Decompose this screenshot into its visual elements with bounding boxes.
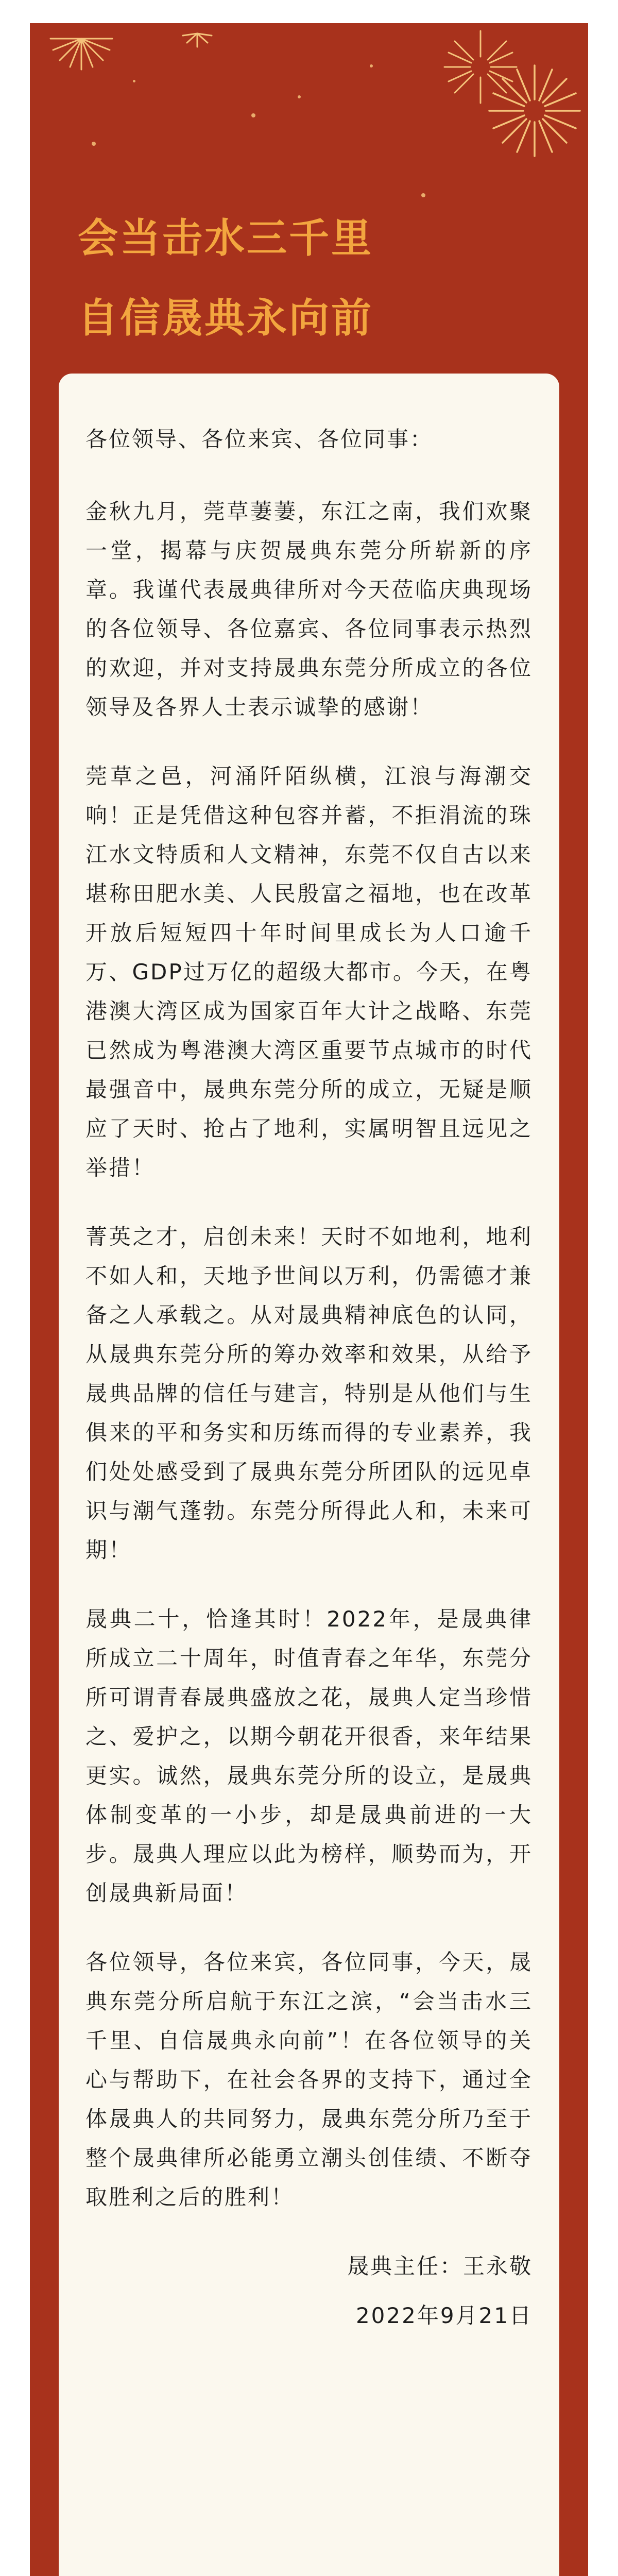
letter-paragraph: 金秋九月，莞草萋萋，东江之南，我们欢聚一堂，揭幕与庆贺晟典东莞分所崭新的序章。我谨代表晟典律所对今天莅临庆典现场的各位领导、各位嘉宾、各位同事表示热烈的欢迎，并对支持晟典东莞分所成立的各位领导及各界人士表示诚挚的感谢！ bbox=[85, 499, 533, 720]
firework-burst-icon bbox=[35, 23, 128, 75]
letter-card bbox=[59, 374, 559, 2576]
letter-paragraph: 各位领导，各位来宾，各位同事，今天，晟典东莞分所启航于东江之滨，“会当击水三千里、自信晟典永向前”！在各位领导的关心与帮助下，在社会各界的支持下，通过全体晟典人的共同努力，晟典东莞分所乃至于整个晟典律所必能勇立潮头创佳绩、不断夺取胜利之后的胜利！ bbox=[85, 1950, 533, 2210]
sparkle-dot-icon bbox=[370, 64, 373, 67]
letter-greeting: 各位领导、各位来宾、各位同事： bbox=[85, 427, 434, 452]
firework-burst-icon bbox=[174, 23, 220, 49]
title-line-2: 自信晟典永向前 bbox=[77, 295, 373, 342]
sparkle-dot-icon bbox=[298, 95, 301, 98]
letter-paragraph: 晟典二十，恰逢其时！2022年，是晟典律所成立二十周年，时值青春之年华，东莞分所可谓青春晟典盛放之花，晟典人定当珍惜之、爱护之，以期今朝花开很香，来年结果更实。诚然，晟典东莞分所的设立，是晟典体制变革的一小步，却是晟典前进的一大步。晟典人理应以此为榜样，顺势而为，开创晟典新局面！ bbox=[85, 1606, 533, 1906]
firework-burst-icon bbox=[483, 59, 586, 162]
sparkle-dot-icon bbox=[251, 113, 255, 117]
title-line-1: 会当击水三千里 bbox=[77, 215, 373, 262]
letter-date: 2022年9月21日 bbox=[355, 2303, 533, 2328]
sparkle-dot-icon bbox=[133, 80, 135, 82]
poster-background bbox=[30, 23, 588, 2576]
sparkle-dot-icon bbox=[421, 193, 425, 197]
letter-signature: 晟典主任：王永敬 bbox=[347, 2253, 533, 2279]
letter-paragraph: 菁英之才，启创未来！天时不如地利，地利不如人和，天地予世间以万利，仍需德才兼备之人承载之。从对晟典精神底色的认同，从晟典东莞分所的筹办效率和效果，从给予晟典品牌的信任与建言，特别是从他们与生俱来的平和务实和历练而得的专业素养，我们处处感受到了晟典东莞分所团队的远见卓识与潮气蓬勃。东莞分所得此人和，未来可期！ bbox=[85, 1224, 533, 1563]
letter-paragraph: 莞草之邑，河涌阡陌纵横，江浪与海潮交响！正是凭借这种包容并蓄，不拒涓流的珠江水文特质和人文精神，东莞不仅自古以来堪称田肥水美、人民殷富之福地，也在改革开放后短短四十年时间里成长为人口逾千万、GDP过万亿的超级大都市。今天，在粤港澳大湾区成为国家百年大计之战略、东莞已然成为粤港澳大湾区重要节点城市的时代最强音中，晟典东莞分所的成立，无疑是顺应了天时、抢占了地利，实属明智且远见之举措！ bbox=[85, 764, 533, 1180]
sparkle-dot-icon bbox=[92, 142, 96, 146]
